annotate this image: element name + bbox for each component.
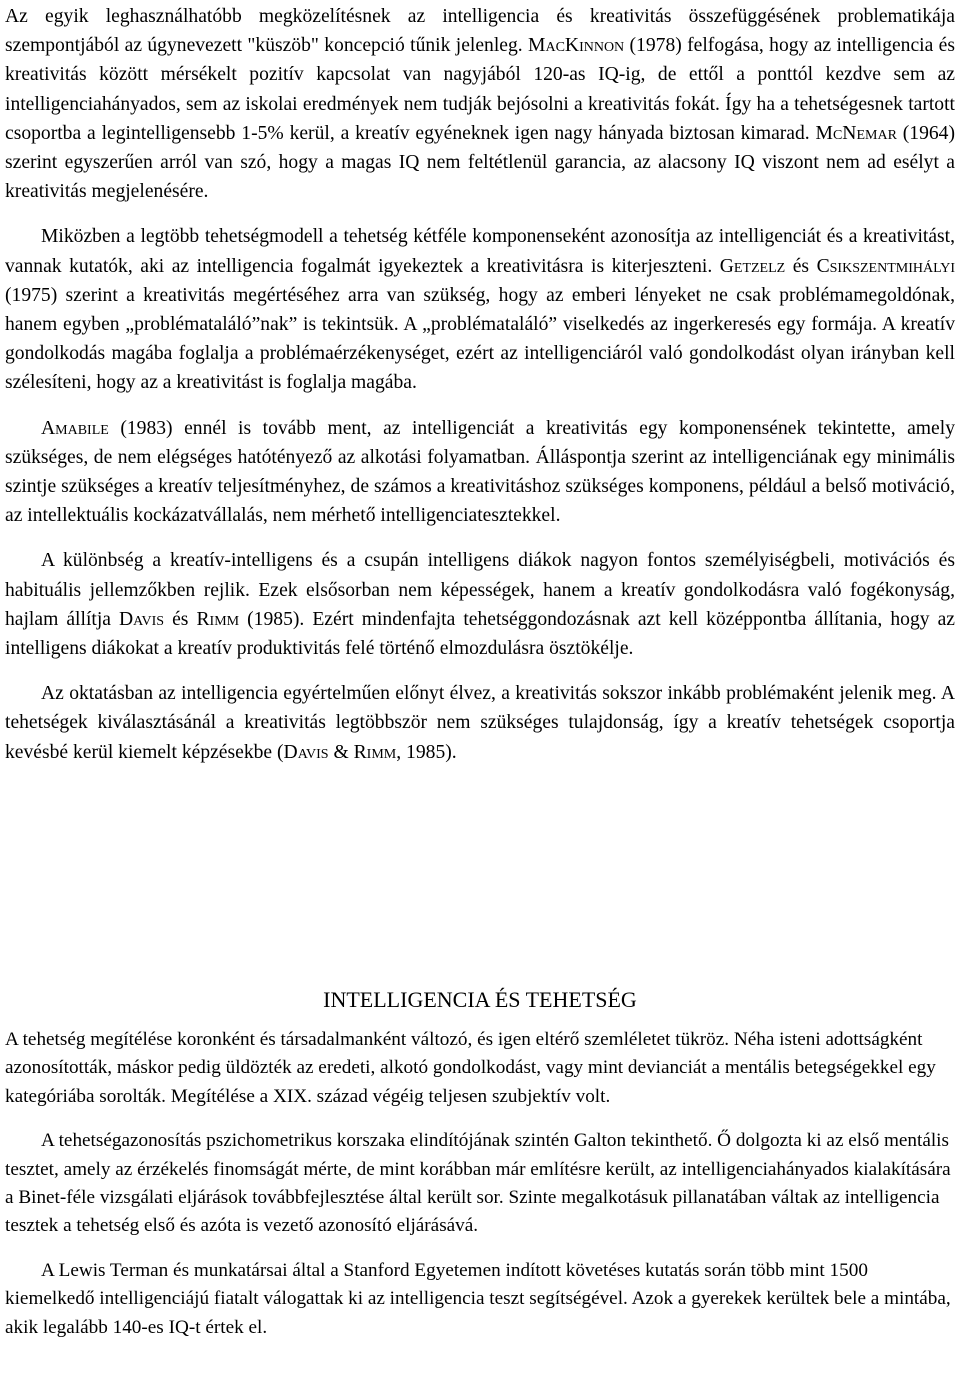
author-name: Rimm bbox=[353, 741, 397, 763]
paragraph-text: (1978) felfogása, hogy az intelligencia és kreativitás között mérsékelt pozitív kapcsolat van nagyjából 120-as IQ-ig, de ettől a ponttól kezdve sem az intelligenciahányados, sem az iskolai eredmények nem tudják bejósolni a kreativitás fokát. Így ha a tehetségesnek tartott csoportba a legintelligensebb 1-5% kerül, a kreatív egyéneknek igen nagy hányada biztosan kimarad. bbox=[5, 35, 955, 144]
paragraph-1 bbox=[5, 2, 955, 206]
paragraph-2 bbox=[5, 222, 955, 397]
paragraph-text: Az oktatásban az intelligencia egyértelműen előnyt élvez, a kreativitás sokszor inkább problémaként jelenik meg. A tehetségek kiválasztásánál a kreativitás legtöbbször nem szükséges tulajdonság, így a kreatív tehetségek csoportja kevésbé kerül kiemelt képzésekbe ( bbox=[5, 683, 955, 763]
paragraph-text: Az egyik leghasználhatóbb megközelítésnek az intelligencia és kreativitás összefüggésének problematikája szempontjából az úgynevezett "küszöb" koncepció tűnik jelenleg. bbox=[5, 6, 955, 57]
paragraph-text: A különbség a kreatív-intelligens és a csupán intelligens diákok nagyon fontos személyiségbeli, motivációs és habituális jellemzőkben rejlik. Ezek elsősorban nem képességek, hanem a kreatív gondolkodásra való fogékonyság, hajlam állítja bbox=[5, 550, 955, 630]
author-name: MacKinnon bbox=[528, 35, 625, 57]
paragraph-text: (1985). Ezért mindenfajta tehetséggondozásnak azt kell középpontba állítania, hogy az intelligens diákokat a kreatív produktivitás felé történő elmozdulásra ösztökélje. bbox=[5, 608, 956, 660]
talent-section bbox=[5, 1026, 955, 1342]
author-name: Davis bbox=[119, 608, 165, 630]
author-name: Csikszentmihályi bbox=[816, 255, 955, 277]
paragraph-text: (1975) szerint a kreativitás megértéséhez arra van szükség, hogy az emberi lényeket ne csak problémamegoldónak, hanem egyben „problémataláló”nak” is tekintsük. A „problémataláló” viselkedés az ingerkeresés egy formája. A kreatív gondolkodás magába foglalja a problémaérzékenységet, ezért az intelligenciáról való gondolkodást olyan irányban kell szélesíteni, hogy az a kreativitást is foglalja magába. bbox=[5, 284, 955, 394]
paragraph-4 bbox=[5, 546, 955, 663]
intro-section bbox=[5, 2, 955, 767]
section2-paragraph-1: A tehetség megítélése koronként és társadalmanként változó, és igen eltérő szemléletet tükröz. Néha isteni adottságként azonosították, máskor pedig üldözték az eredeti, alkotó gondolkodást, vagy mint devianciát a mentális betegségekkel egy kategóriába sorolták. Megítélése a XIX. század végéig teljesen szubjektív volt. bbox=[5, 1029, 936, 1107]
author-name: Amabile bbox=[41, 417, 109, 439]
author-name: Davis bbox=[283, 741, 329, 763]
author-name: McNemar bbox=[815, 122, 897, 144]
paragraph-3 bbox=[5, 414, 955, 531]
author-name: Getzelz bbox=[719, 255, 786, 277]
paragraph-text: és bbox=[785, 255, 817, 277]
author-name: Rimm bbox=[196, 608, 240, 630]
section2-paragraph-2: A tehetségazonosítás pszichometrikus korszaka elindítójának szintén Galton tekinthető. Ő dolgozta ki az első mentális tesztet, amely az érzékelés finomságát mérte, de mint korábban már említésre került, az intelligenciahányados kialakítására a Binet-féle vizsgálati eljárások továbbfejlesztése által került sor. Szinte megalkotásuk pillanatában váltak az intelligencia tesztek a tehetség első és azóta is vezető azonosító eljárásává. bbox=[5, 1130, 951, 1237]
paragraph-text: & bbox=[328, 741, 354, 763]
paragraph-text: (1983) ennél is tovább ment, az intelligenciát a kreativitás egy komponensének tekintette, amely szükséges, de nem elégséges hatótényező az alkotási folyamatban. Álláspontja szerint az intelligenciának egy minimális szintje szükséges a kreatív teljesítményhez, de számos a kreativitáshoz szükséges komponens, például a belső motiváció, az intellektuális kockázatvállalás, nem mérhető intelligenciatesztekkel. bbox=[5, 417, 955, 527]
paragraph-text: és bbox=[164, 608, 197, 630]
paragraph-text: (1964) szerint egyszerűen arról van szó, hogy a magas IQ nem feltétlenül garancia, az alacsony IQ viszont nem ad esélyt a kreativitás megjelenésére. bbox=[5, 122, 955, 203]
paragraph-5 bbox=[5, 679, 955, 767]
paragraph-text: Miközben a legtöbb tehetségmodell a tehetség kétféle komponenseként azonosítja az intelligenciát és a kreativitást, vannak kutatók, aki az intelligencia fogalmát igyekeztek a kreativitásra is kiterjeszteni. bbox=[5, 226, 955, 277]
section2-paragraph-3: A Lewis Terman és munkatársai által a Stanford Egyetemen indított követéses kutatás során több mint 1500 kiemelkedő intelligenciájú fiatalt válogattak ki az intelligencia teszt segítségével. Azok a gyerekek kerültek bele a mintába, akik legalább 140-es IQ-t értek el. bbox=[5, 1259, 951, 1338]
section-heading: INTELLIGENCIA ÉS TEHETSÉG bbox=[323, 987, 637, 1012]
paragraph-text: , 1985). bbox=[396, 741, 457, 763]
